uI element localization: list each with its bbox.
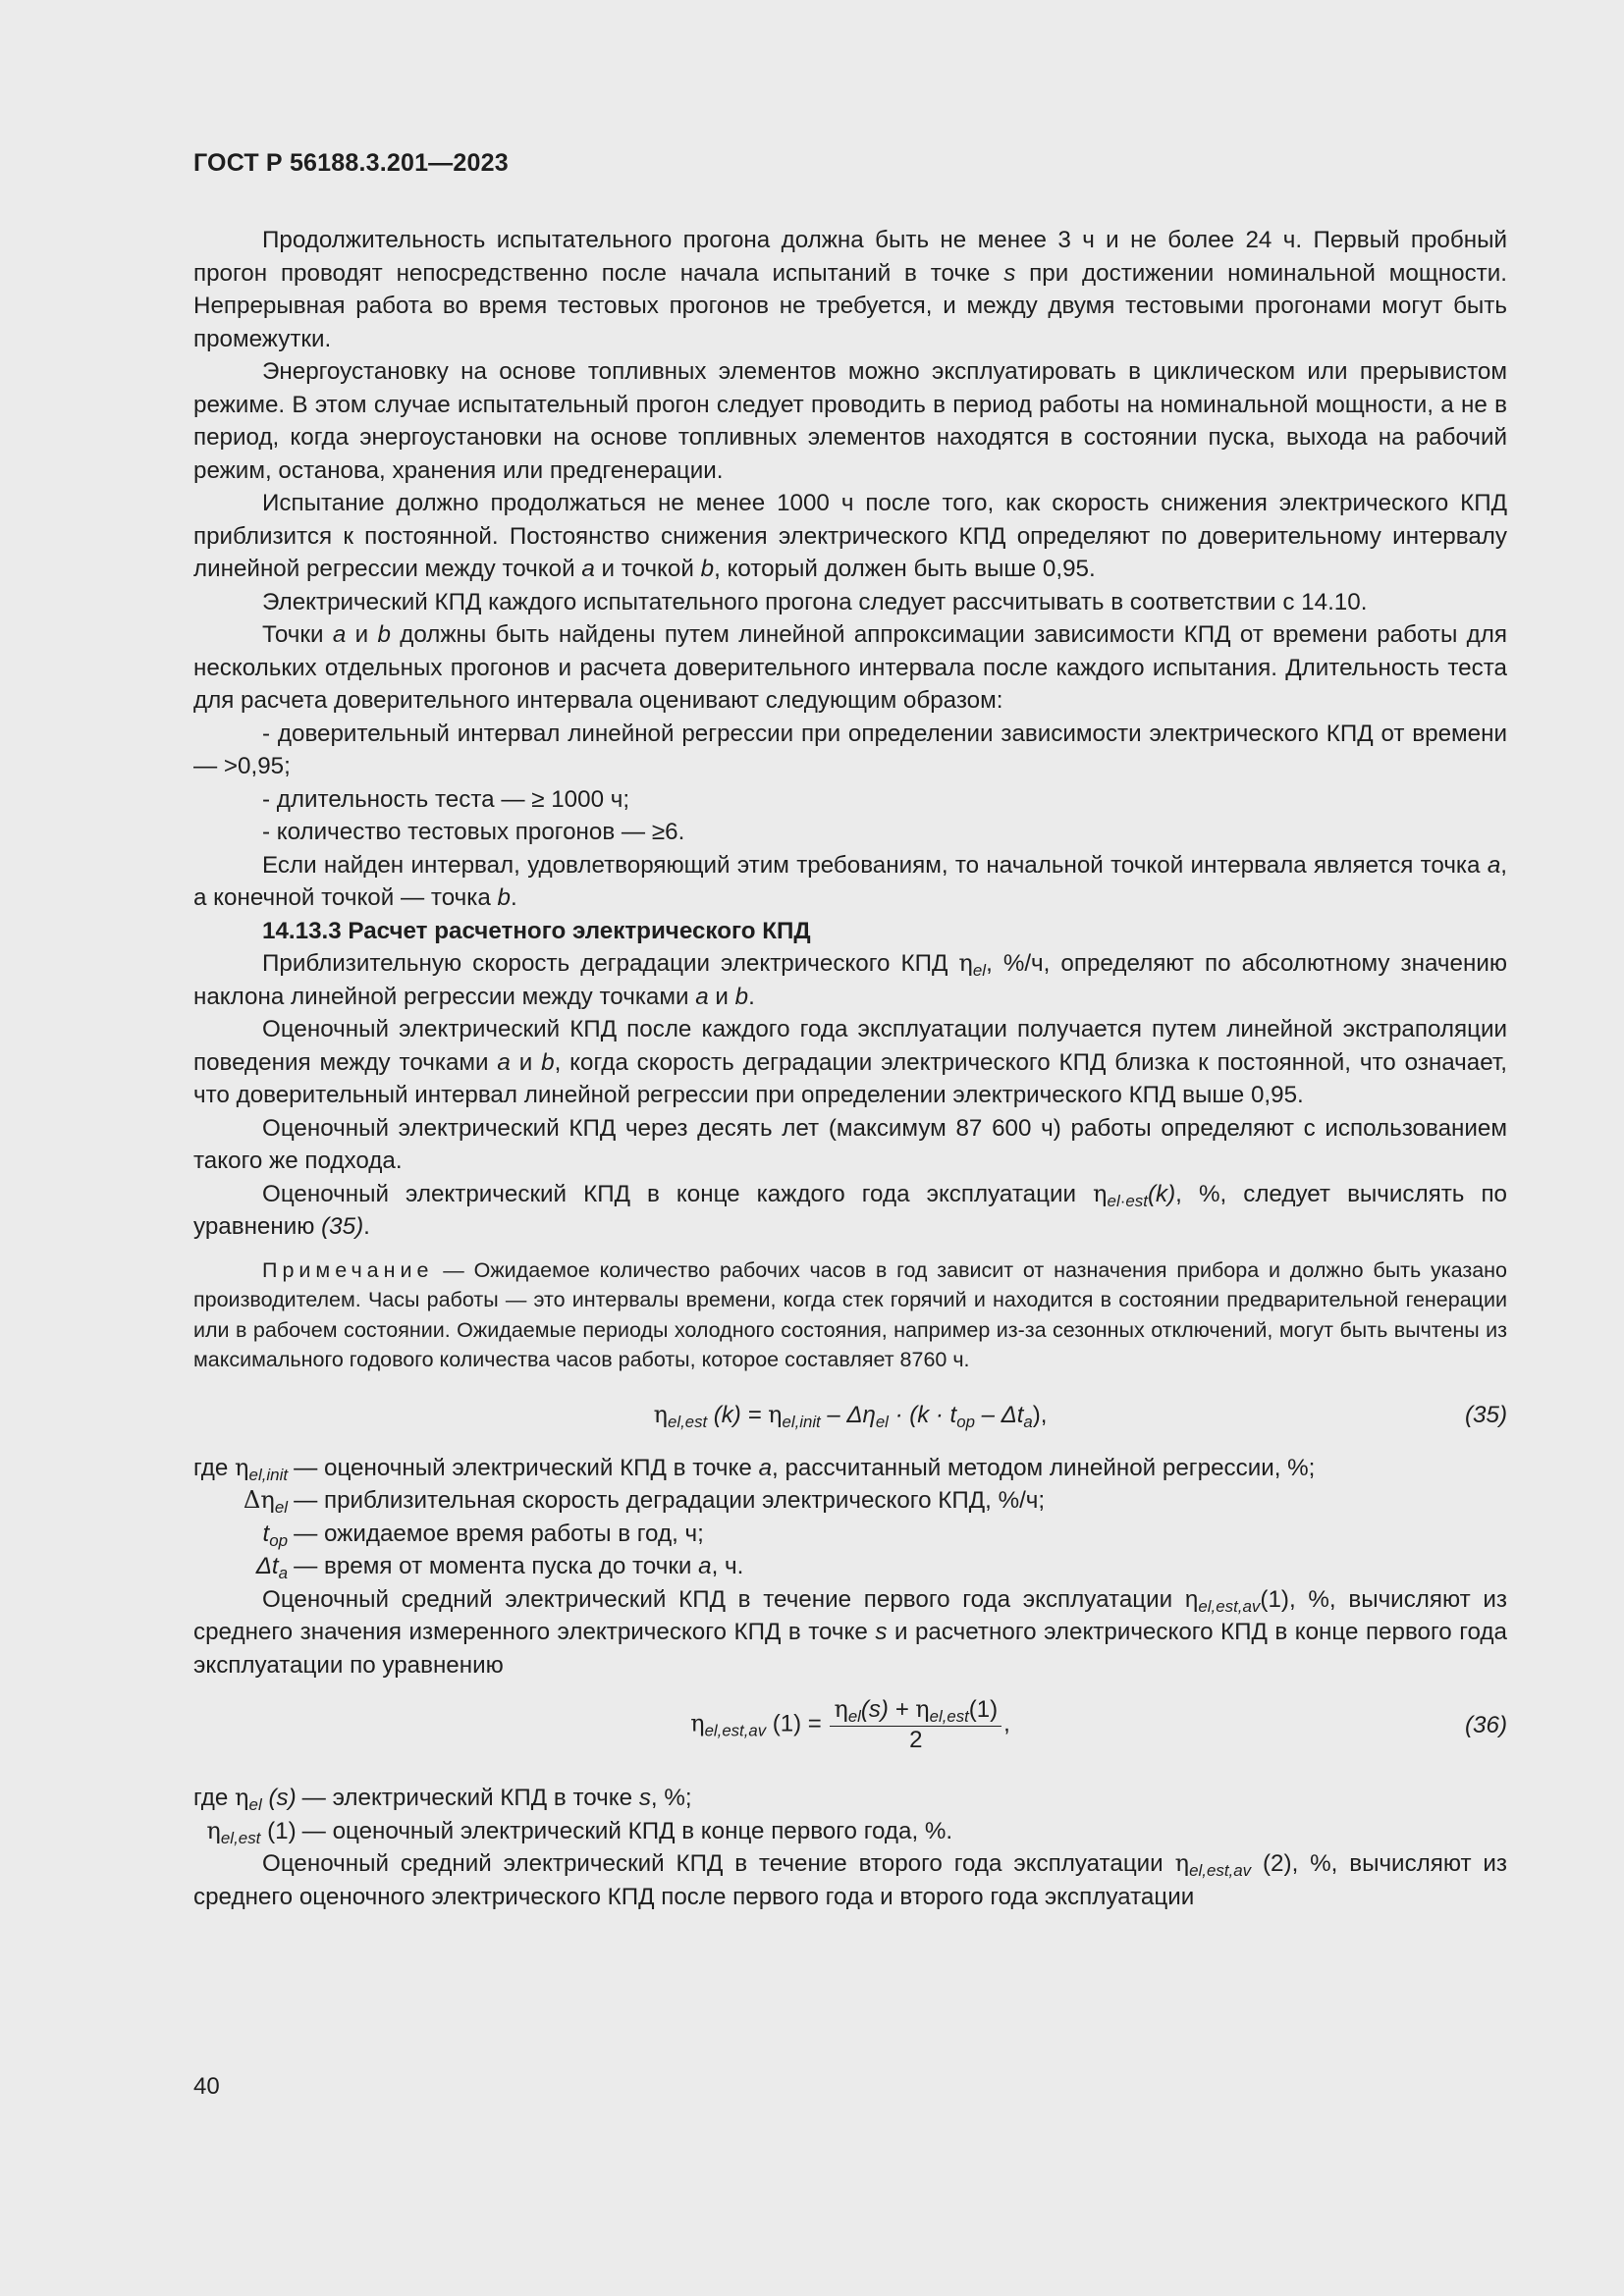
legend-36 (193, 1782, 952, 1847)
equation-35 (193, 1389, 1507, 1446)
equation-number: (35) (1464, 1401, 1507, 1428)
paragraph-second-year-average: Оценочный средний электрический КПД в течение второго года эксплуатации $\eta_{el,est,av}$ (2), %, вычисляют из среднего оценочного электрического КПД после первого года и второго года эксплуатации (193, 1849, 1508, 1910)
section-title: 14.13.3 Расчет расчетного электрического КПД (262, 917, 811, 944)
page-number: 40 (193, 2073, 220, 2100)
paragraph-ten-years: Оценочный электрический КПД через десять лет (максимум 87 600 ч) работы определяют с использованием такого же подхода. (193, 1114, 1507, 1174)
paragraph-test-run-duration: Продолжительность испытательного прогона должна быть не менее 3 ч и не более 24 ч. Первый пробный прогон проводят непосредственно после начала испытаний в точке s при достижении номинальной мощности. Непрерывная работа во время тестовых прогонов не требуется, и между двумя тестовыми прогонами могут быть промежутки. (193, 227, 1507, 352)
legend-row: где $\eta_{el}$ (s) — электрический КПД в точке s, %; (193, 1784, 692, 1814)
legend-row: $t_{op}$ — ожидаемое время работы в год, ч; (262, 1520, 704, 1550)
legend-row: $\eta_{el,est}$ (1) — оценочный электрический КПД в конце первого года, %. (206, 1816, 953, 1847)
paragraph-degradation-rate: Приблизительную скорость деградации электрического КПД $\eta_{el}$, %/ч, определяют по абсолютному значению наклона линейной регрессии между точками a и b. (193, 949, 1507, 1010)
note: Примечание — Ожидаемое количество рабочих часов в год зависит от назначения прибора и должно быть указано производителем. Часы работы — это интервалы времени, когда стек горячий и находится в состоянии предварительной генерации или в рабочем состоянии. Ожидаемые периоды холодного состояния, например из-за сезонных отключений, могут быть вычтены из максимального годового количества часов работы, которое составляет 8760 ч. (193, 1257, 1507, 1371)
list-item: - длительность теста — ≥ 1000 ч; (262, 785, 630, 813)
legend-row: $\Delta t_a$ — время от момента пуска до точки a, ч. (255, 1553, 744, 1582)
paragraph-cyclic-mode: Энергоустановку на основе топливных элементов можно эксплуатировать в циклическом или прерывистом режиме. В этом случае испытательный прогон следует проводить в период работы на номинальной мощности, а не в период, когда энергоустановки на основе топливных элементов находятся в состоянии пуска, выхода на рабочий режим, останова, хранения или предгенерации. (193, 358, 1507, 484)
document-header: ГОСТ Р 56188.3.201—2023 (193, 149, 509, 177)
equation-35-body: $\eta_{el,est}$ $(k) = \eta_{el,init} - \Delta\eta_{el} \cdot (k \cdot t_{op} - \Delta t_a)$, (653, 1400, 1048, 1431)
list-item: - доверительный интервал линейной регрессии при определении зависимости электрического КПД от времени — >0,95; (193, 720, 1507, 779)
paragraph-interval-found: Если найден интервал, удовлетворяющий этим требованиям, то начальной точкой интервала является точка a, а конечной точкой — точка b. (193, 851, 1507, 911)
paragraph-points-ab: Точки a и b должны быть найдены путем линейной аппроксимации зависимости КПД от времени работы для нескольких отдельных прогонов и расчета доверительного интервала после каждого испытания. Длительность теста для расчета доверительного интервала оценивают следующим образом: (193, 621, 1508, 714)
paragraph-efficiency-calc: Электрический КПД каждого испытательного прогона следует рассчитывать в соответствии с 14.10. (262, 588, 1368, 615)
fraction: $\frac{\eta_{el}(s) + \eta_{el,est}(1)}{2}$ (830, 1695, 1001, 1754)
legend-35 (193, 1452, 1315, 1583)
equation-number: (36) (1464, 1712, 1507, 1738)
paragraph-annual-estimate: Оценочный электрический КПД в конце каждого года эксплуатации $\eta_{el\cdot est}(k)$, %, следует вычислять по уравнению (35). (193, 1179, 1507, 1240)
note-label: Примечание (262, 1257, 434, 1282)
paragraph-first-year-average: Оценочный средний электрический КПД в течение первого года эксплуатации $\eta_{el,est,av}(1)$, %, вычисляют из среднего значения измеренного электрического КПД в точке s и расчетного электрического КПД в конце первого года эксплуатации по уравнению (193, 1585, 1508, 1679)
page-body (193, 224, 1507, 1913)
legend-row: где $\eta_{el,init}$ — оценочный электрический КПД в точке a, рассчитанный методом линейной регрессии, %; (193, 1453, 1316, 1484)
paragraph-test-continuation: Испытание должно продолжаться не менее 1000 ч после того, как скорость снижения электрического КПД приблизится к постоянной. Постоянство снижения электрического КПД определяют по доверительному интервалу линейной регрессии между точкой a и точкой b, который должен быть выше 0,95. (193, 490, 1507, 582)
list-item: - количество тестовых прогонов — ≥6. (262, 819, 685, 845)
legend-row: $\Delta\eta_{el}$ — приблизительная скорость деградации электрического КПД, %/ч; (243, 1486, 1046, 1517)
paragraph-extrapolation: Оценочный электрический КПД после каждого года эксплуатации получается путем линейной экстраполяции поведения между точками a и b, когда скорость деградации электрического КПД близка к постоянной, что означает, что доверительный интервал линейной регрессии при определении электрического КПД выше 0,95. (193, 1016, 1507, 1108)
equation-36-body: $\eta_{el,est,av}$ (1) = $\frac{\eta_{el}(s) + \eta_{el,est}(1)}{2}$ , (690, 1695, 1010, 1753)
equation-36 (193, 1685, 1507, 1776)
